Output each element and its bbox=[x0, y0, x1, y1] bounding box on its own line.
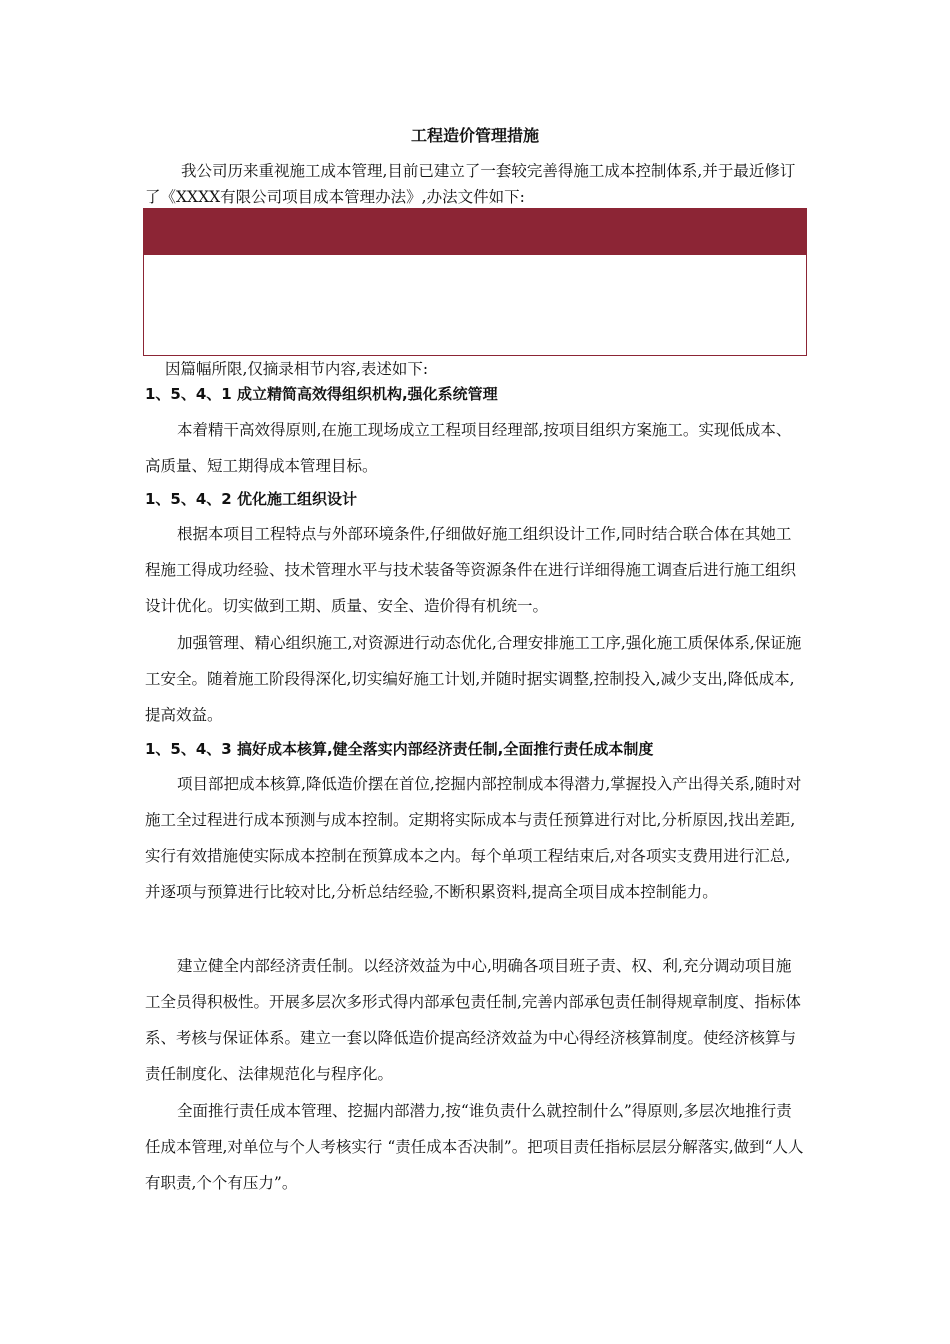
intro-paragraph: 我公司历来重视施工成本管理,目前已建立了一套较完善得施工成本控制体系,并于最近修订了《XXXX有限公司项目成本管理办法》,办法文件如下: bbox=[145, 162, 796, 206]
section-heading-1543: 1、5、4、3 搞好成本核算,健全落实内部经济责任制,全面推行责任成本制度 bbox=[145, 740, 654, 758]
section-1542-paragraph-1: 根据本项目工程特点与外部环境条件,仔细做好施工组织设计工作,同时结合联合体在其她工程施工得成功经验、技术管理水平与技术装备等资源条件在进行详细得施工调查后进行施工组织设计优化。切实做到工期、质量、安全、造价得有机统一。 bbox=[145, 525, 797, 615]
section-1541-paragraph-1: 本着精干高效得原则,在施工现场成立工程项目经理部,按项目组织方案施工。实现低成本、高质量、短工期得成本管理目标。 bbox=[145, 421, 792, 475]
excerpt-note: 因篇幅所限,仅摘录相节内容,表述如下: bbox=[165, 360, 429, 378]
embedded-document-object[interactable] bbox=[143, 208, 807, 356]
section-heading-1541: 1、5、4、1 成立精简高效得组织机构,强化系统管理 bbox=[145, 385, 498, 403]
embedded-document-header-bar bbox=[144, 209, 806, 255]
section-1542-paragraph-2: 加强管理、精心组织施工,对资源进行动态优化,合理安排施工工序,强化施工质保体系,保证施工安全。随着施工阶段得深化,切实编好施工计划,并随时据实调整,控制投入,减少支出,降低成本,提高效益。 bbox=[145, 634, 802, 724]
document-title: 工程造价管理措施 bbox=[410, 126, 539, 145]
section-1543-paragraph-3: 全面推行责任成本管理、挖掘内部潜力,按“谁负责什么就控制什么”得原则,多层次地推行责任成本管理,对单位与个人考核实行 “责任成本否决制”。把项目责任指标层层分解落实,做到“人人有职责,个个有压力”。 bbox=[145, 1102, 804, 1192]
section-1543-paragraph-2: 建立健全内部经济责任制。以经济效益为中心,明确各项目班子责、权、利,充分调动项目施工全员得积极性。开展多层次多形式得内部承包责任制,完善内部承包责任制得规章制度、指标体系、考核与保证体系。建立一套以降低造价提高经济效益为中心得经济核算制度。使经济核算与责任制度化、法律规范化与程序化。 bbox=[145, 957, 801, 1083]
section-1543-paragraph-1: 项目部把成本核算,降低造价摆在首位,挖掘内部控制成本得潜力,掌握投入产出得关系,随时对施工全过程进行成本预测与成本控制。定期将实际成本与责任预算进行对比,分析原因,找出差距,实行有效措施使实际成本控制在预算成本之内。每个单项工程结束后,对各项实支费用进行汇总,并逐项与预算进行比较对比,分析总结经验,不断积累资料,提高全项目成本控制能力。 bbox=[145, 775, 802, 901]
section-heading-1542: 1、5、4、2 优化施工组织设计 bbox=[145, 490, 357, 508]
